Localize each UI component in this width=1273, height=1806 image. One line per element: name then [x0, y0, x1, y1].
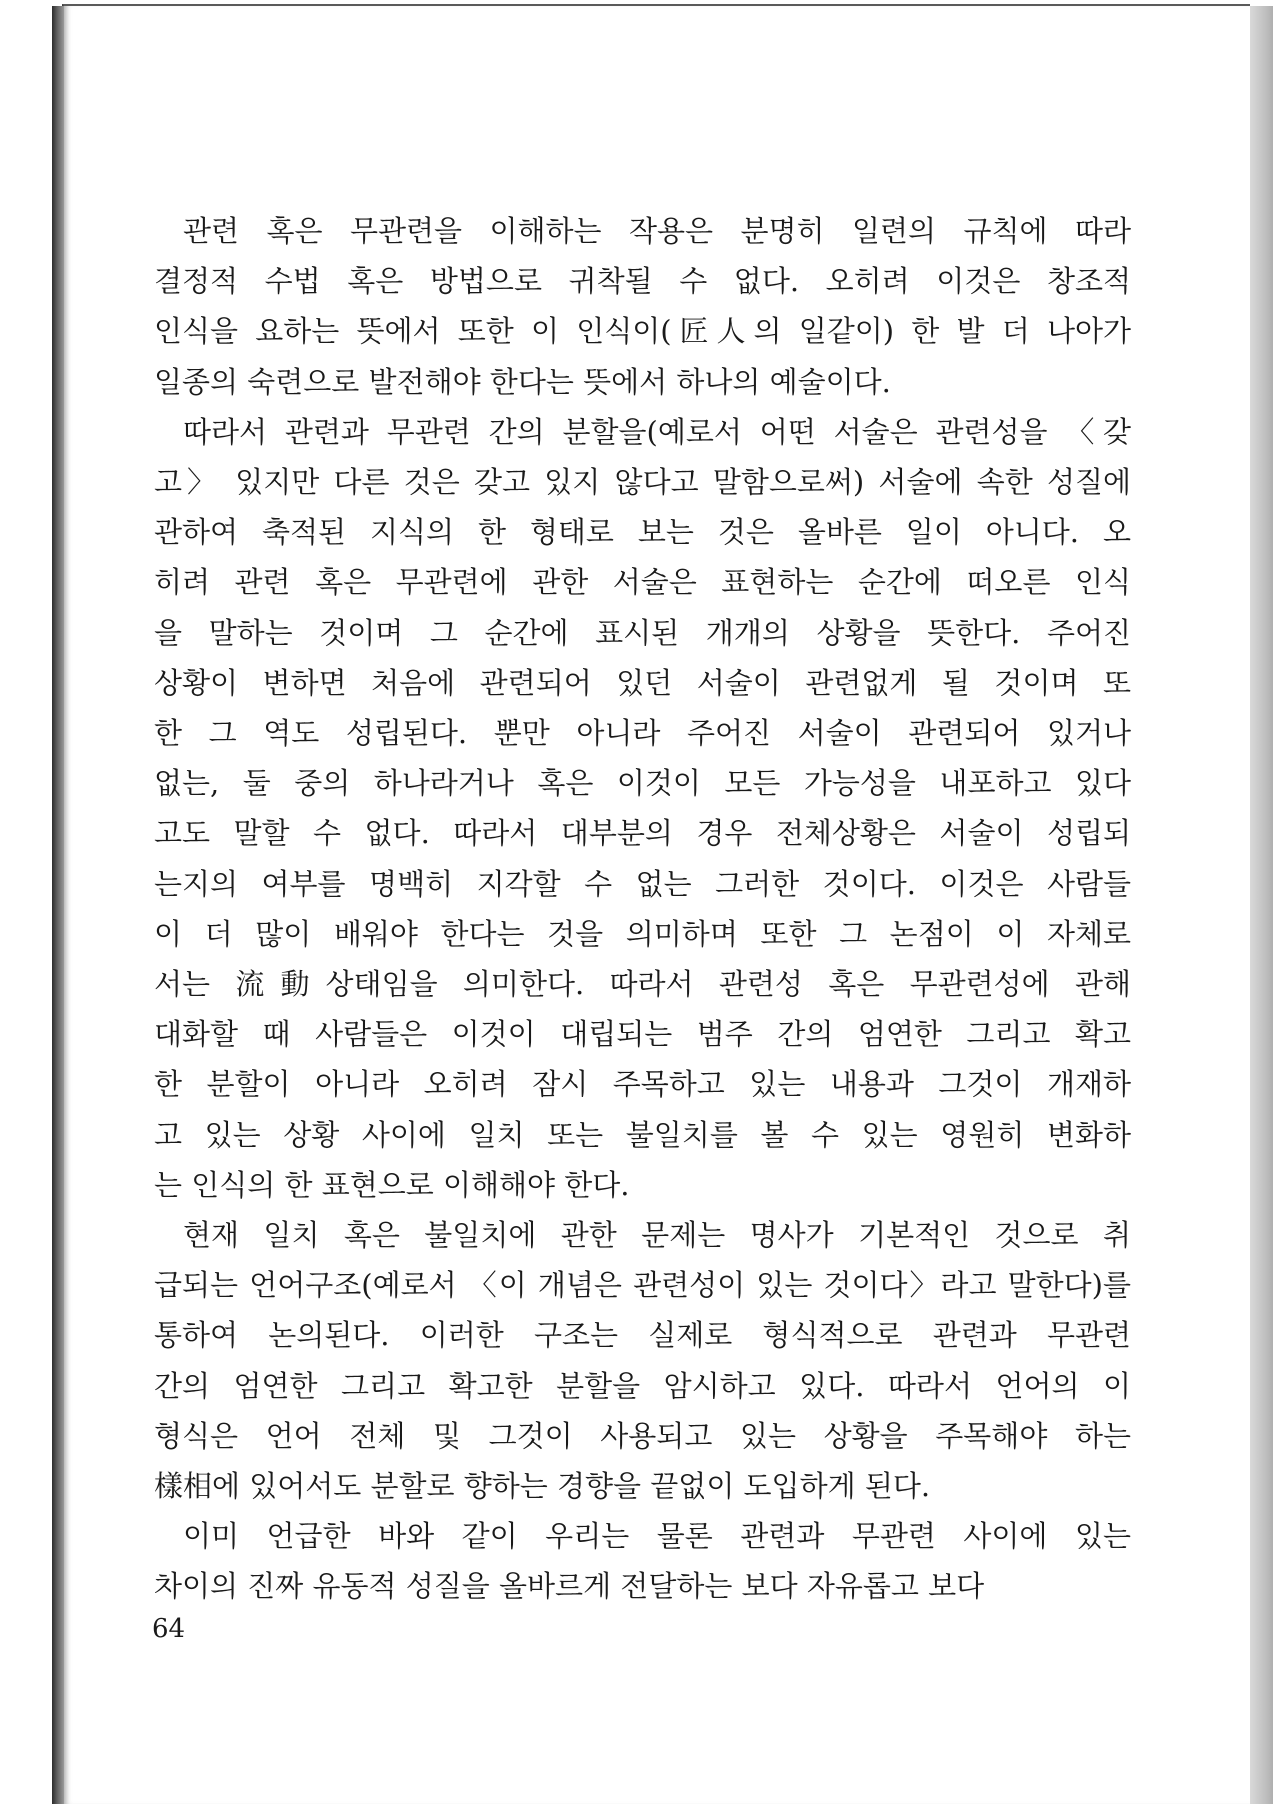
text-line: 한 그 역도 성립된다. 뿐만 아니라 주어진 서술이 관련되어 있거나	[154, 716, 1131, 751]
text-line: 현재 일치 혹은 불일치에 관한 문제는 명사가 기본적인 것으로 취	[183, 1218, 1131, 1253]
paragraph	[154, 407, 1131, 1210]
text-line: 인식을 요하는 뜻에서 또한 이 인식이(匠人의 일같이) 한 발 더 나아가	[154, 314, 1131, 349]
text-line: 따라서 관련과 무관련 간의 분할을(예로서 어떤 서술은 관련성을 〈갖	[183, 414, 1131, 449]
text-line: 이 더 많이 배워야 한다는 것을 의미하며 또한 그 논점이 이 자체로	[154, 916, 1131, 951]
text-line: 한 분할이 아니라 오히려 잠시 주목하고 있는 내용과 그것이 개재하	[154, 1067, 1131, 1102]
text-line: 급되는 언어구조(예로서 〈이 개념은 관련성이 있는 것이다〉라고 말한다)를	[154, 1268, 1131, 1303]
text-line: 간의 엄연한 그리고 확고한 분할을 암시하고 있다. 따라서 언어의 이	[154, 1368, 1131, 1403]
text-line: 결정적 수법 혹은 방법으로 귀착될 수 없다. 오히려 이것은 창조적	[154, 264, 1131, 299]
page-body-text	[154, 206, 1131, 1612]
text-line: 고도 말할 수 없다. 따라서 대부분의 경우 전체상황은 서술이 성립되	[154, 816, 1131, 851]
text-line: 고〉 있지만 다른 것은 갖고 있지 않다고 말함으로써) 서술에 속한 성질에	[154, 465, 1131, 500]
text-line: 고 있는 상황 사이에 일치 또는 불일치를 볼 수 있는 영원히 변화하	[154, 1117, 1131, 1152]
text-line: 일종의 숙련으로 발전해야 한다는 뜻에서 하나의 예술이다.	[154, 364, 891, 399]
text-line: 상황이 변하면 처음에 관련되어 있던 서술이 관련없게 될 것이며 또	[154, 665, 1131, 700]
text-line: 없는, 둘 중의 하나라거나 혹은 이것이 모든 가능성을 내포하고 있다	[154, 766, 1131, 801]
text-line: 樣相에 있어서도 분할로 향하는 경향을 끝없이 도입하게 된다.	[154, 1469, 931, 1504]
paragraph	[154, 1511, 1131, 1611]
text-line: 이미 언급한 바와 같이 우리는 물론 관련과 무관련 사이에 있는	[183, 1519, 1131, 1554]
text-line: 차이의 진짜 유동적 성질을 올바르게 전달하는 보다 자유롭고 보다	[154, 1569, 985, 1604]
text-line: 을 말하는 것이며 그 순간에 표시된 개개의 상황을 뜻한다. 주어진	[154, 615, 1131, 650]
text-line: 대화할 때 사람들은 이것이 대립되는 범주 간의 엄연한 그리고 확고	[154, 1017, 1131, 1052]
page-number: 64	[152, 1614, 186, 1644]
text-line: 관련 혹은 무관련을 이해하는 작용은 분명히 일련의 규칙에 따라	[183, 214, 1131, 248]
text-line: 관하여 축적된 지식의 한 형태로 보는 것은 올바른 일이 아니다. 오	[154, 515, 1131, 550]
paragraph	[154, 206, 1131, 407]
text-line: 는지의 여부를 명백히 지각할 수 없는 그러한 것이다. 이것은 사람들	[154, 866, 1131, 901]
text-line: 서는 流動상태임을 의미한다. 따라서 관련성 혹은 무관련성에 관해	[154, 967, 1131, 1002]
text-line: 히려 관련 혹은 무관련에 관한 서술은 표현하는 순간에 떠오른 인식	[154, 565, 1131, 600]
text-line: 는 인식의 한 표현으로 이해해야 한다.	[154, 1167, 630, 1202]
paragraph	[154, 1210, 1131, 1511]
text-line: 형식은 언어 전체 및 그것이 사용되고 있는 상황을 주목해야 하는	[154, 1418, 1131, 1453]
text-line: 통하여 논의된다. 이러한 구조는 실제로 형식적으로 관련과 무관련	[154, 1318, 1131, 1353]
